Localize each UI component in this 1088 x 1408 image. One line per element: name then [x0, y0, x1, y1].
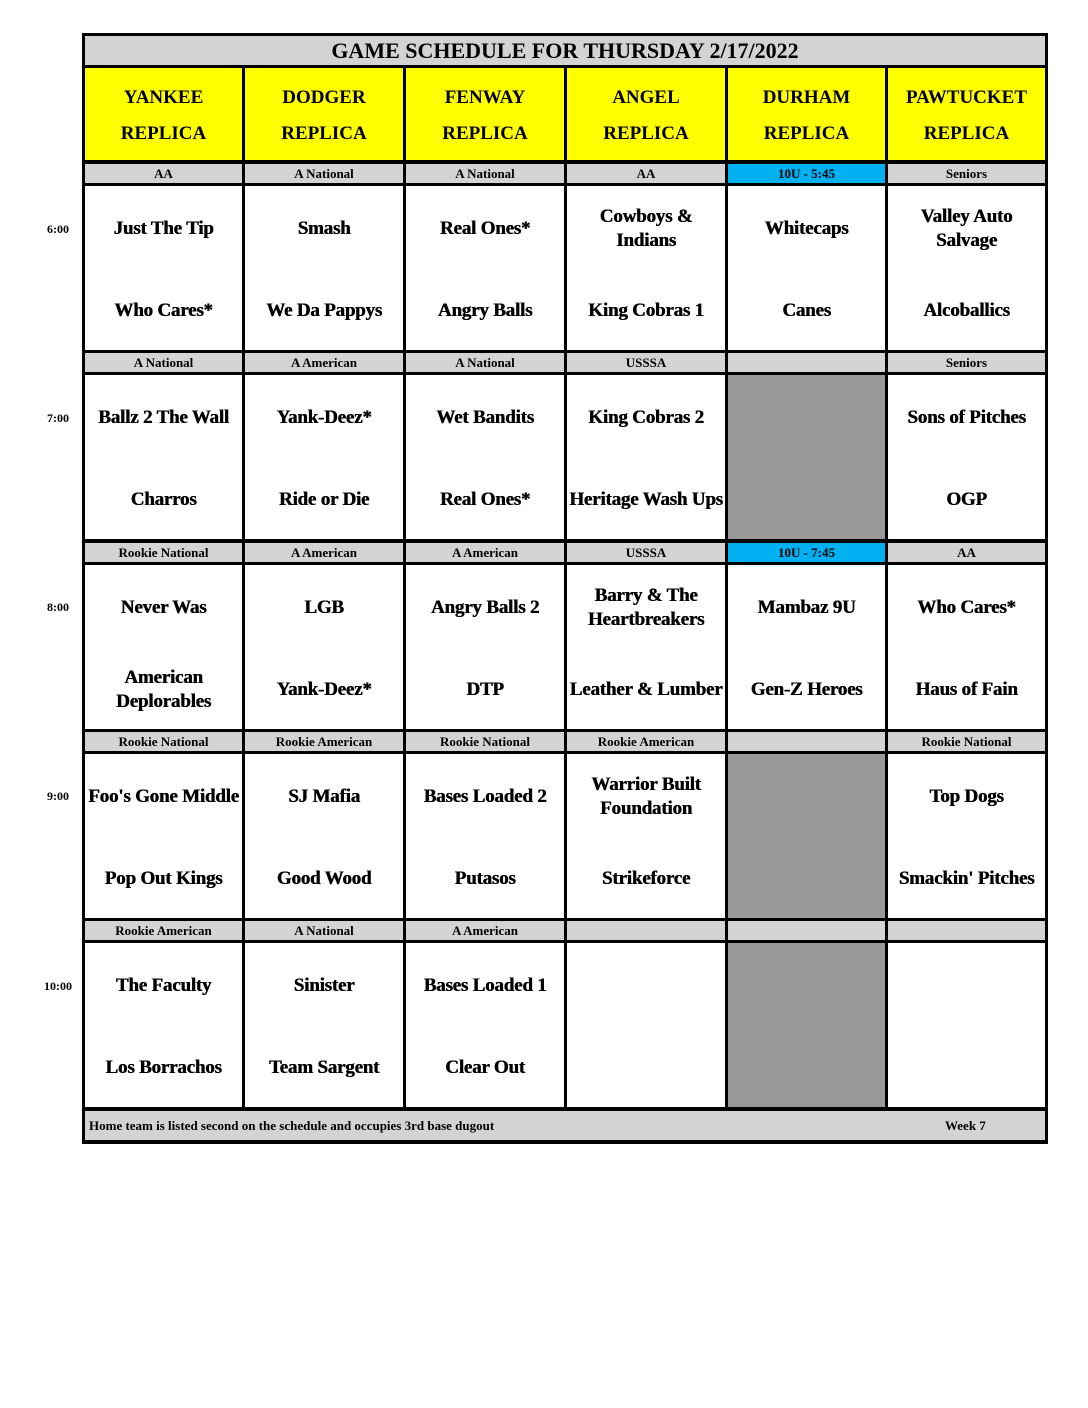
game-slot: [245, 565, 403, 729]
game-slot: [406, 565, 564, 729]
home-team: Clear Out: [445, 1057, 525, 1078]
game-slot: [406, 375, 564, 539]
away-team: Wet Bandits: [436, 407, 534, 428]
away-team: SJ Mafia: [288, 786, 360, 807]
division-label: Seniors: [888, 164, 1045, 183]
game-slot: [728, 186, 885, 350]
home-team: Los Borrachos: [105, 1057, 222, 1078]
home-team: Good Wood: [276, 868, 372, 889]
empty-game-slot: [567, 943, 725, 1107]
game-slot: [406, 754, 564, 918]
division-label: Rookie National: [85, 732, 242, 751]
field-header-1: [245, 68, 403, 160]
division-label: A National: [245, 164, 403, 183]
away-team: Whitecaps: [764, 218, 849, 239]
home-team: Leather & Lumber: [569, 679, 723, 700]
empty-game-slot: [888, 943, 1045, 1107]
field-name: FENWAY: [444, 87, 526, 108]
home-team: DTP: [466, 679, 504, 700]
game-slot: [85, 754, 242, 918]
away-team: Foo's Gone Middle: [88, 786, 239, 807]
home-team: Charros: [130, 489, 197, 510]
footer-note: Home team is listed second on the schedule and occupies 3rd base dugout: [89, 1117, 495, 1133]
away-team: The Faculty: [115, 975, 212, 996]
game-slot: [406, 943, 564, 1107]
time-label: 6:00: [47, 222, 69, 236]
division-label: [567, 921, 725, 940]
division-label: Seniors: [888, 353, 1045, 372]
home-team: Haus of Fain: [915, 679, 1018, 700]
away-team: Top Dogs: [929, 786, 1004, 807]
division-label: A American: [406, 543, 564, 562]
field-subtitle: REPLICA: [763, 123, 850, 144]
game-slot: [567, 565, 725, 729]
week-label: Week 7: [945, 1117, 986, 1133]
game-slot: [85, 565, 242, 729]
division-label: Rookie American: [245, 732, 403, 751]
home-team: We Da Pappys: [266, 300, 382, 321]
away-team: Who Cares*: [917, 597, 1016, 618]
division-label: Rookie National: [888, 732, 1045, 751]
game-slot: [245, 186, 403, 350]
home-team: Real Ones*: [439, 489, 531, 510]
game-slot: [567, 754, 725, 918]
division-label: USSSA: [567, 353, 725, 372]
schedule-grid: [82, 33, 1048, 1144]
division-label: Rookie National: [85, 543, 242, 562]
away-team: Mambaz 9U: [757, 597, 856, 618]
field-header-0: [85, 68, 242, 160]
game-slot: [85, 186, 242, 350]
home-team: Angry Balls: [437, 300, 533, 321]
field-subtitle: REPLICA: [442, 123, 528, 144]
division-label: [728, 353, 885, 372]
away-team: Bases Loaded 1: [423, 975, 547, 996]
division-label: 10U - 7:45: [728, 543, 885, 562]
division-label: Rookie National: [406, 732, 564, 751]
game-slot: [406, 186, 564, 350]
home-team: Pop Out Kings: [104, 868, 223, 889]
division-label: AA: [888, 543, 1045, 562]
division-label: AA: [567, 164, 725, 183]
home-team: King Cobras 1: [588, 300, 704, 321]
game-slot: [567, 186, 725, 350]
away-team: Never Was: [120, 597, 207, 618]
home-team: Who Cares*: [114, 300, 213, 321]
away-team: Sons of Pitches: [907, 407, 1026, 428]
home-team: Canes: [782, 300, 831, 321]
game-slot: [245, 754, 403, 918]
footer-bar: [85, 1111, 1045, 1140]
time-label: 10:00: [44, 979, 72, 993]
time-label: 9:00: [47, 789, 69, 803]
field-subtitle: REPLICA: [120, 123, 207, 144]
division-label: A National: [245, 921, 403, 940]
field-name: DODGER: [282, 87, 366, 108]
away-team: Real Ones*: [439, 218, 531, 239]
away-team: Yank-Deez*: [276, 407, 372, 428]
home-team: American Deplorables: [116, 667, 211, 712]
away-team: Smash: [297, 218, 351, 239]
home-team: Putasos: [454, 868, 516, 889]
game-slot: [245, 375, 403, 539]
division-label: AA: [85, 164, 242, 183]
field-subtitle: REPLICA: [923, 123, 1010, 144]
division-label: USSSA: [567, 543, 725, 562]
game-slot: [85, 375, 242, 539]
time-label: 8:00: [47, 600, 69, 614]
away-team: Just The Tip: [113, 218, 214, 239]
empty-game-slot: [728, 375, 885, 539]
empty-game-slot: [728, 754, 885, 918]
away-team: Ballz 2 The Wall: [98, 407, 229, 428]
division-label: A American: [406, 921, 564, 940]
field-header-5: [888, 68, 1045, 160]
away-team: Sinister: [293, 975, 355, 996]
division-label: A National: [406, 164, 564, 183]
home-team: Smackin' Pitches: [898, 868, 1035, 889]
field-name: PAWTUCKET: [905, 87, 1028, 108]
home-team: Ride or Die: [278, 489, 370, 510]
division-label: [888, 921, 1045, 940]
away-team: Barry & The Heartbreakers: [587, 585, 705, 630]
away-team: Cowboys & Indians: [599, 206, 693, 251]
division-label: A National: [406, 353, 564, 372]
away-team: Valley Auto Salvage: [920, 206, 1013, 251]
game-slot: [728, 565, 885, 729]
home-team: Yank-Deez*: [276, 679, 372, 700]
away-team: LGB: [304, 597, 344, 618]
home-team: Strikeforce: [601, 868, 691, 889]
division-label: 10U - 5:45: [728, 164, 885, 183]
away-team: King Cobras 2: [588, 407, 704, 428]
away-team: Bases Loaded 2: [423, 786, 547, 807]
field-header-2: [406, 68, 564, 160]
away-team: Angry Balls 2: [430, 597, 540, 618]
field-header-4: [728, 68, 885, 160]
home-team: Gen-Z Heroes: [750, 679, 863, 700]
time-label: 7:00: [47, 411, 69, 425]
division-label: Rookie American: [85, 921, 242, 940]
away-team: Warrior Built Foundation: [591, 774, 701, 819]
game-slot: [888, 754, 1045, 918]
game-slot: [567, 375, 725, 539]
schedule-title: GAME SCHEDULE FOR THURSDAY 2/17/2022: [85, 36, 1045, 65]
home-team: Team Sargent: [268, 1057, 380, 1078]
game-slot: [888, 186, 1045, 350]
field-name: DURHAM: [762, 87, 851, 108]
division-label: [728, 921, 885, 940]
field-subtitle: REPLICA: [281, 123, 367, 144]
field-header-3: [567, 68, 725, 160]
division-label: A National: [85, 353, 242, 372]
division-label: A American: [245, 353, 403, 372]
home-team: Heritage Wash Ups: [569, 489, 723, 510]
empty-game-slot: [728, 943, 885, 1107]
game-slot: [888, 565, 1045, 729]
field-name: ANGEL: [612, 87, 680, 108]
division-label: [728, 732, 885, 751]
division-label: Rookie American: [567, 732, 725, 751]
home-team: Alcoballics: [923, 300, 1010, 321]
game-slot: [85, 943, 242, 1107]
field-subtitle: REPLICA: [603, 123, 689, 144]
game-slot: [888, 375, 1045, 539]
division-label: A American: [245, 543, 403, 562]
field-name: YANKEE: [123, 87, 204, 108]
game-slot: [245, 943, 403, 1107]
home-team: OGP: [946, 489, 987, 510]
